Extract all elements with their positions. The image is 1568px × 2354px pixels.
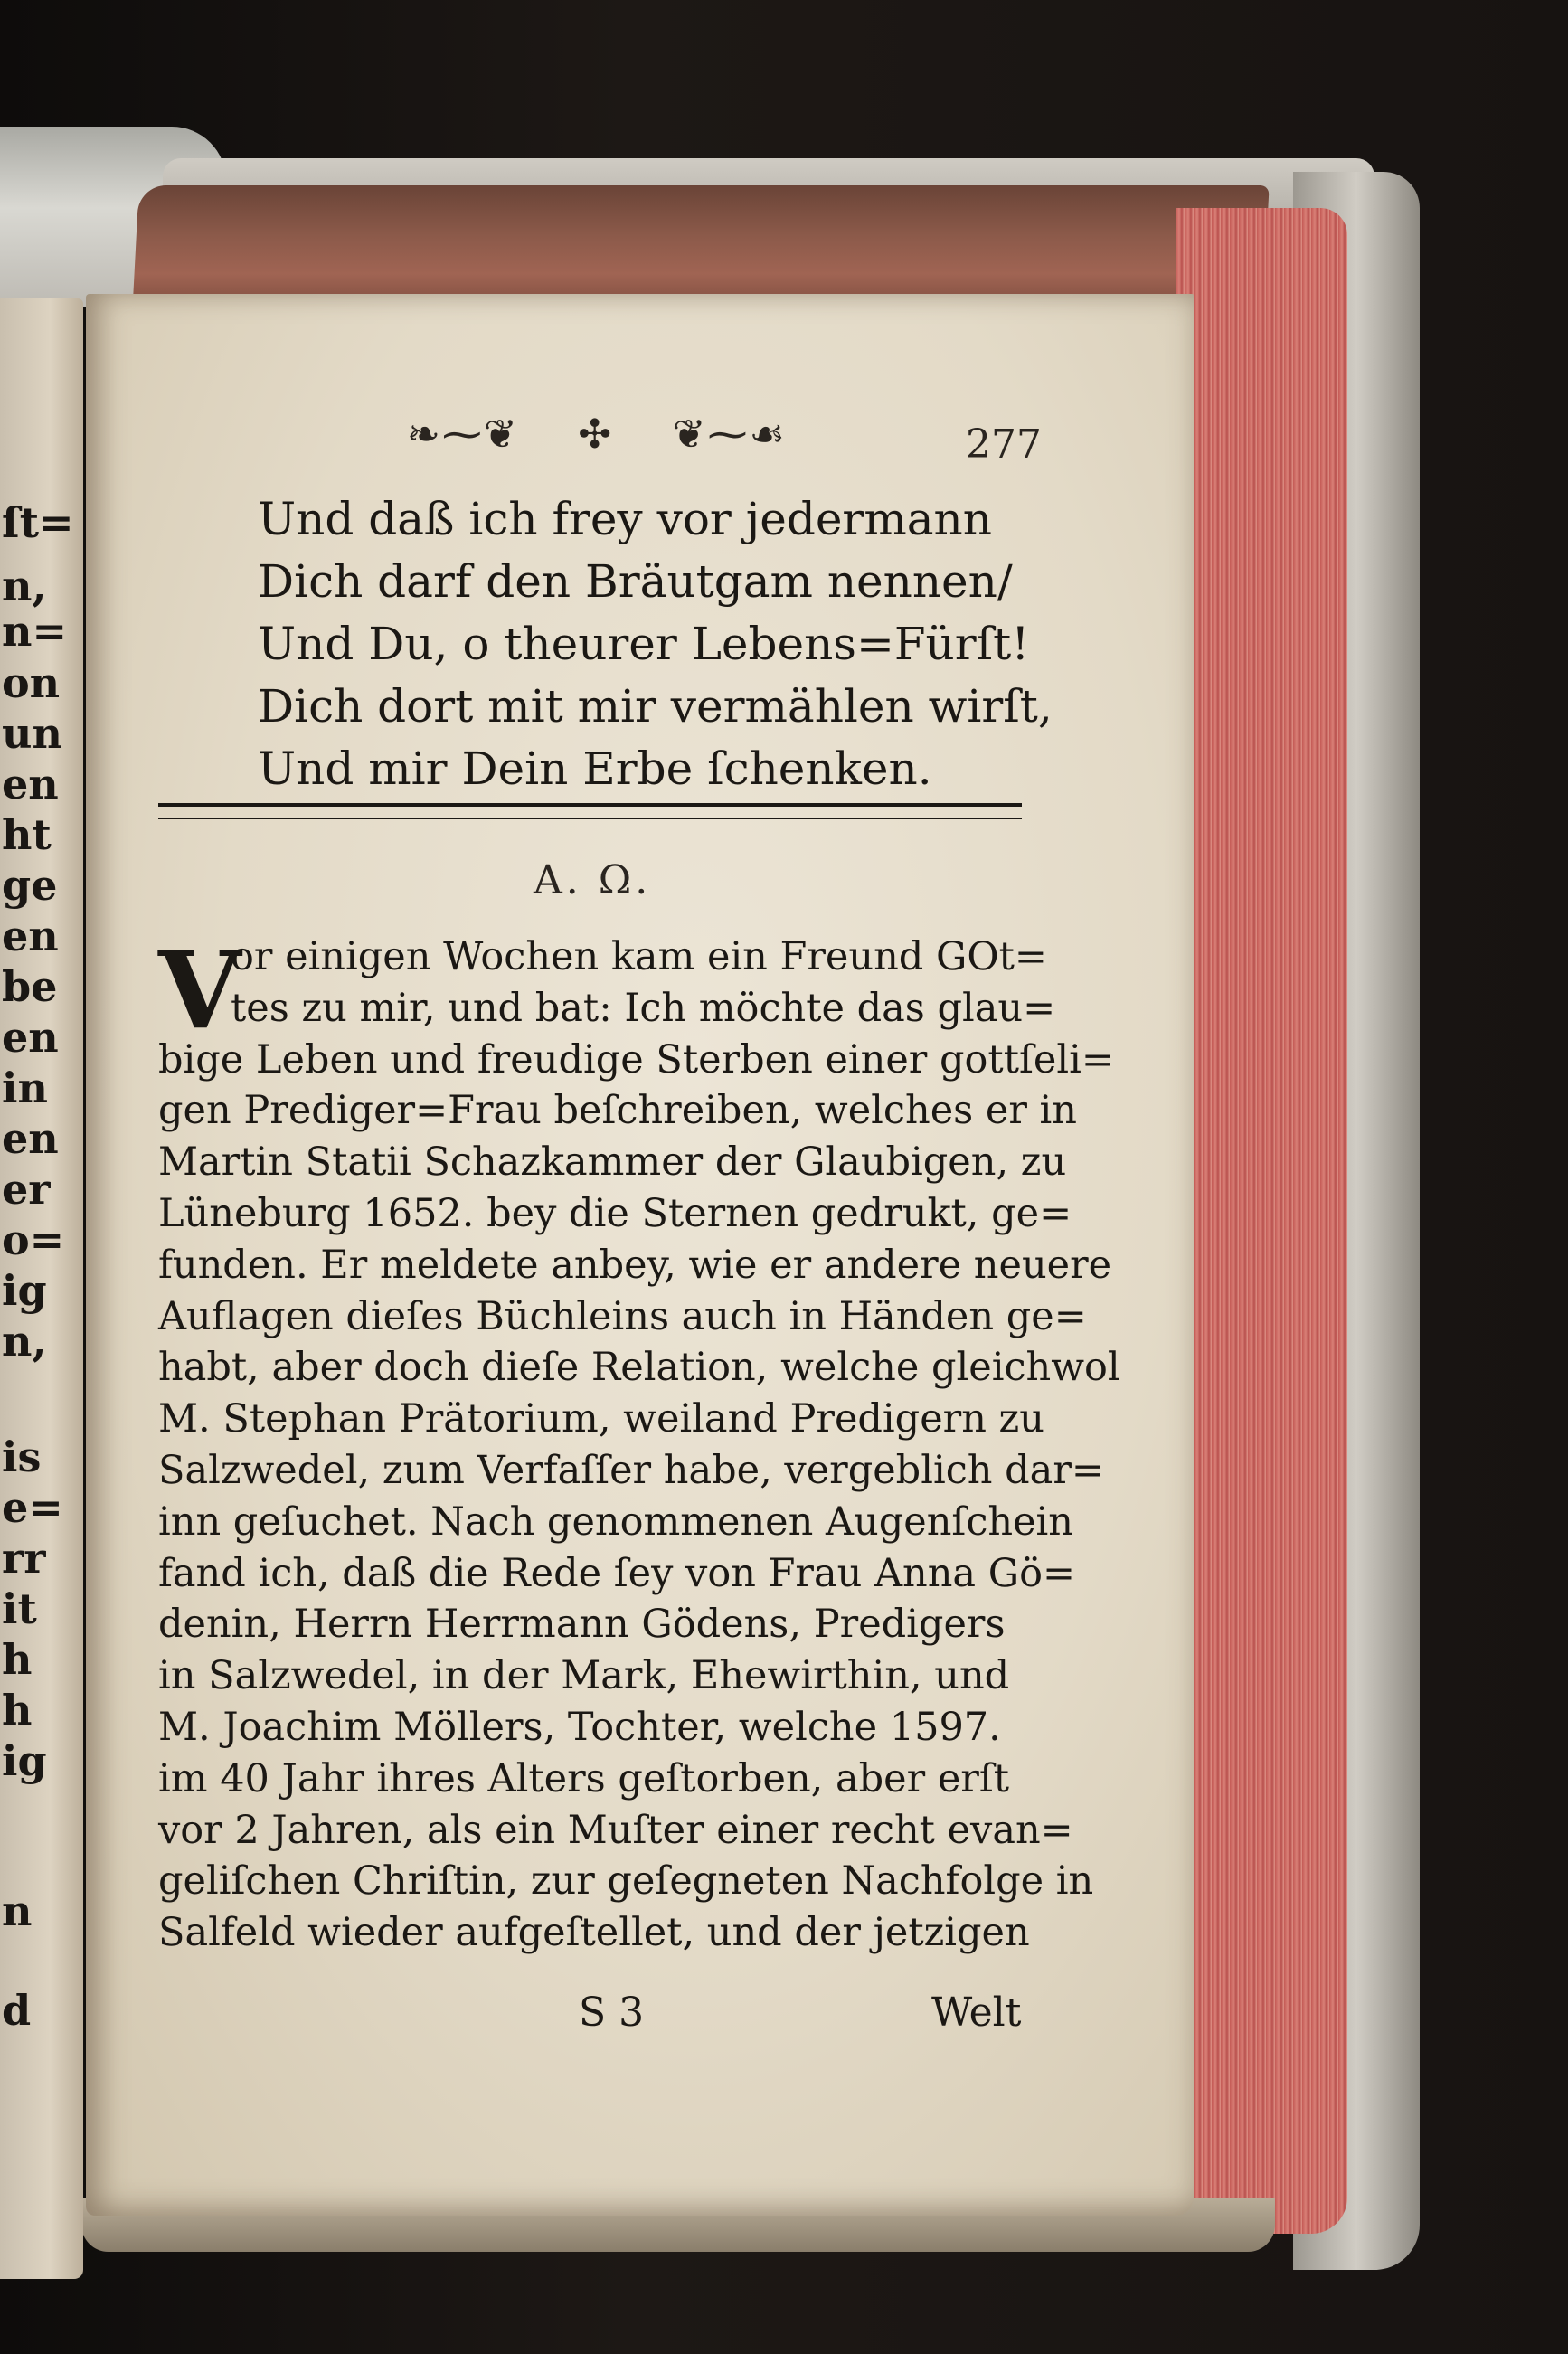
body-line: bige Leben und freudige Sterben einer gottſeli= <box>158 1036 1114 1082</box>
left-fragment: n= <box>2 607 67 656</box>
body-line: fand ich, daß die Rede ſey von Frau Anna Gö= <box>158 1550 1075 1596</box>
poem-line: Und mir Dein Erbe ſchenken. <box>258 742 932 795</box>
body-line: denin, Herrn Herrmann Gödens, Predigers <box>158 1602 1006 1648</box>
poem-line: Dich darf den Bräutgam nennen/ <box>258 555 1013 608</box>
book-top-edge <box>132 185 1269 312</box>
left-fragment: en <box>2 760 59 808</box>
body-line: inn geſuchet. Nach genommenen Augenſchein <box>158 1498 1073 1545</box>
body-line: tes zu mir, und bat: Ich möchte das glau= <box>231 985 1056 1031</box>
left-fragment: er <box>2 1165 51 1214</box>
left-fragment: ge <box>2 861 58 910</box>
previous-page-sliver <box>0 298 83 2279</box>
left-fragment: n, <box>2 1317 47 1366</box>
body-paragraph <box>158 927 1120 1959</box>
body-line: habt, aber doch dieſe Relation, welche gleichwol <box>158 1345 1120 1391</box>
body-line: or einigen Wochen kam ein Freund GOt= <box>231 934 1047 979</box>
body-line: in Salzwedel, in der Mark, Ehewirthin, und <box>158 1653 1010 1699</box>
drop-capital: V <box>158 927 241 1053</box>
body-line: vor 2 Jahren, als ein Muſter einer recht evan= <box>158 1807 1073 1853</box>
poem-line: Dich dort mit mir vermählen wirſt, <box>258 680 1053 733</box>
body-line: im 40 Jahr ihres Alters geſtorben, aber erſt <box>158 1755 1010 1801</box>
body-line: M. Joachim Möllers, Tochter, welche 1597. <box>158 1704 1001 1750</box>
section-heading: A. Ω. <box>534 857 652 903</box>
header-ornament <box>407 411 787 457</box>
left-fragment: un <box>2 709 62 758</box>
section-divider <box>158 803 1022 819</box>
page-number: 277 <box>966 421 1042 468</box>
left-fragment: rr <box>2 1534 46 1583</box>
ornament-center-icon: ✣ <box>578 411 614 458</box>
body-line: funden. Er meldete anbey, wie er andere neuere <box>158 1242 1112 1288</box>
left-fragment: in <box>2 1064 48 1112</box>
left-fragment: en <box>2 1114 59 1163</box>
left-fragment: be <box>2 962 58 1011</box>
left-fragment: en <box>2 1013 59 1062</box>
body-line: Lüneburg 1652. bey die Sternen gedrukt, ge= <box>158 1190 1072 1236</box>
body-line: gen Prediger=Frau beſchreiben, welches er in <box>158 1088 1078 1134</box>
body-line: geliſchen Chriſtin, zur geſegneten Nachfolge in <box>158 1858 1094 1905</box>
left-fragment: on <box>2 658 61 707</box>
ornament-right-icon: ❦⁓☙ <box>672 411 787 458</box>
ornament-left-icon: ❧⁓❦ <box>407 411 519 458</box>
left-fragment: e= <box>2 1483 63 1532</box>
body-line: Martin Statii Schazkammer der Glaubigen, zu <box>158 1139 1067 1186</box>
left-fragment: is <box>2 1432 42 1481</box>
left-fragment: ſt= <box>2 498 74 547</box>
left-fragment: it <box>2 1584 37 1633</box>
left-fragment: ig <box>2 1736 47 1785</box>
signature-mark: S 3 <box>579 1990 645 2036</box>
body-line: Salfeld wieder aufgeſtellet, und der jetzigen <box>158 1910 1030 1956</box>
poem-line: Und Du, o theurer Lebens=Fürſt! <box>258 618 1030 670</box>
left-fragment: h <box>2 1635 33 1684</box>
body-line: M. Stephan Prätorium, weiland Predigern zu <box>158 1396 1044 1442</box>
poem-stanza <box>258 488 1053 800</box>
left-fragment: ig <box>2 1266 47 1315</box>
body-line: Auflagen dieſes Büchleins auch in Händen ge= <box>158 1293 1087 1339</box>
poem-line: Und daß ich frey vor jedermann <box>258 493 992 545</box>
left-fragment: n <box>2 1886 33 1935</box>
body-line: Salzwedel, zum Verfaſſer habe, vergeblich dar= <box>158 1447 1104 1493</box>
left-fragment: ht <box>2 810 52 859</box>
left-fragment: n, <box>2 562 47 610</box>
left-fragment: en <box>2 912 59 960</box>
book-fore-edge <box>1176 208 1347 2234</box>
left-fragment: h <box>2 1686 33 1735</box>
catchword: Welt <box>931 1990 1022 2036</box>
left-fragment: o= <box>2 1215 65 1264</box>
left-fragment: d <box>2 1986 32 2035</box>
